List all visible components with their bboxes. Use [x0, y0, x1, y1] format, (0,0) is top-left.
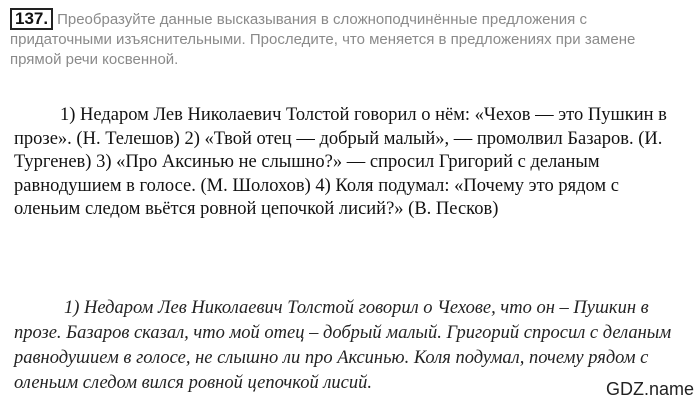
task-number: 137.	[10, 8, 53, 30]
exercise-text: 1) Недаром Лев Николаевич Толстой говорил о нём: «Чехов — это Пушкин в прозе». (Н. Телешов) 2) «Твой отец — добрый малый», — промолвил Базаров. (И. Тургенев) 3) «Про Аксинью не слышно?» — спросил Григорий с деланым равнодушием в голосе. (М. Шолохов) 4) Коля подумал: «Почему это рядом с оленьим следом вьётся ровной цепочкой лисий?» (В. Песков)	[14, 105, 667, 219]
task-instruction: Преобразуйте данные высказывания в сложноподчинённые предложения с придаточными изъяснительными. Проследите, что меняется в предложениях при замене прямой речи косвенной.	[10, 11, 636, 68]
answer-text: 1) Недаром Лев Николаевич Толстой говорил о Чехове, что он – Пушкин в прозе. Базаров сказал, что мой отец – добрый малый. Григорий спросил с деланым равнодушием в голосе, не слышно ли про Аксинью. Коля подумал, почему рядом с оленьим следом вился ровной цепочкой лисий.	[14, 298, 672, 393]
task-header	[10, 8, 680, 70]
watermark: GDZ.name	[605, 379, 694, 399]
